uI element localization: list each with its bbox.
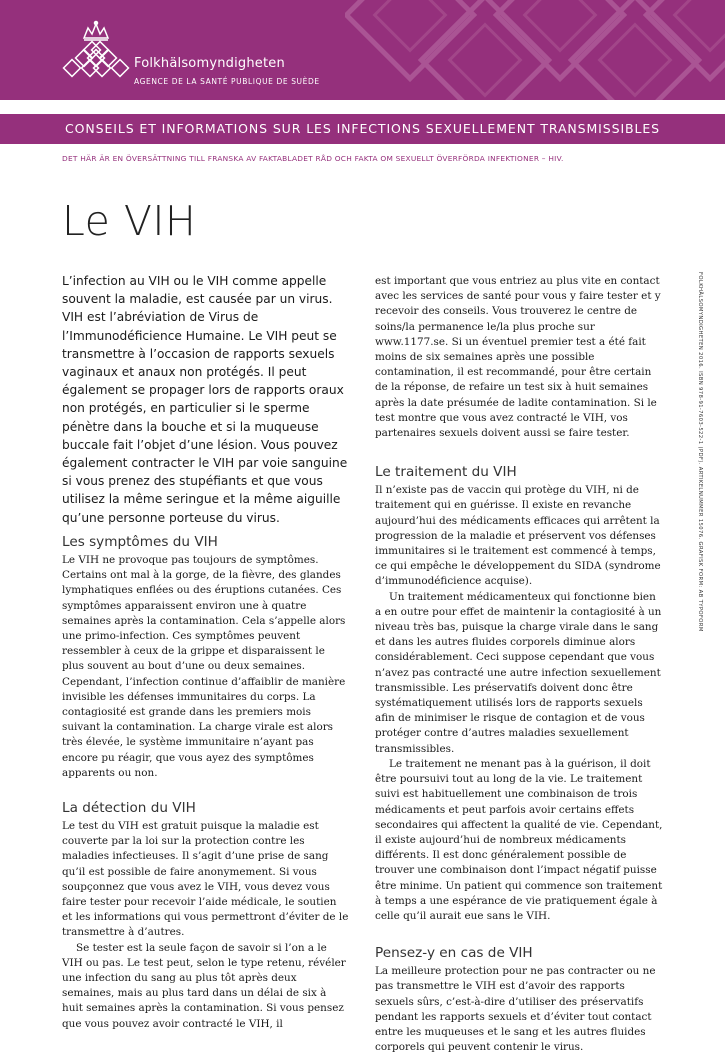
decorative-pattern [345, 0, 725, 100]
treatment-heading: Le traitement du VIH [375, 464, 517, 481]
detection-paragraph-3: est important que vous entriez au plus vite en contact avec les services de santé pour vous y faire tester et y recevoir des conseils. Vous trouverez le centre de soins/la permanence le/la plus proche sur www.1177.se. Si un éventuel premier test a été fait moins de six semaines après une possible contamination, il est recommandé, pour être certain de la réponse, de refaire un test six à huit semaines après la date présumée de ladite contamination. Si le test montre que vous avez contracté le VIH, vos partenaires sexuels doivent aussi se faire tester. [375, 275, 661, 440]
page-title: Le VIH [62, 197, 197, 245]
prevention-paragraph: La meilleure protection pour ne pas contracter ou ne pas transmettre le VIH est d’avoir des rapports sexuels sûrs, c’est-à-dire d’utiliser des préservatifs pendant les rapports sexuels et d’éviter tout contact entre les muqueuses et le sang et les autres fluides corporels qui peuvent contenir le virus. [375, 965, 656, 1054]
prevention-heading: Pensez-y en cas de VIH [375, 945, 533, 962]
symptoms-paragraph: Le VIH ne provoque pas toujours de symptômes. Certains ont mal à la gorge, de la fièvre, des glandes lymphatiques enflées ou des éruptions cutanées. Ces symptômes apparaissent environ une à quatre semaines après la contamination. Cela s’appelle alors une primo-infection. Ces symptômes peuvent ressembler à ceux de la grippe et disparaissent le plus souvent au bout d’une ou deux semaines. Cependant, l’infection continue d’affaiblir de manière invisible les défenses immunitaires du corps. La contagiosité est grande dans les premiers mois suivant la contamination. La charge virale est alors très élevée, le système immunitaire n’ayant pas encore pu réagir, que vous ayez des symptômes apparents ou non. [62, 554, 346, 779]
detection-paragraph-1: Le test du VIH est gratuit puisque la maladie est couverte par la loi sur la protection contre les maladies infectieuses. Il s’agit d’une prise de sang qu’il est possible de faire anonymement. Si vous soupçonnez que vous avez le VIH, vous devez vous faire tester pour recevoir l’aide médicale, le soutien et les informations qui vous permettront d’éviter de le transmettre à d’autres. [62, 820, 349, 939]
lead-paragraph: L’infection au VIH ou le VIH comme appelle souvent la maladie, est causée par un virus. VIH est l’abréviation de Virus de l’Immunodéficience Humaine. Le VIH peut se transmettre à l’occasion de rapports sexuels vaginaux et anaux non protégés. Il peut également se propager lors de rapports oraux non protégés, en particulier si le sperme pénètre dans la bouche et si la muqueuse buccale fait l’objet d’une lésion. Vous pouvez également contracter le VIH par voie sanguine si vous prenez des stupéfiants et que vous utilisez la même seringue et la même aiguille qu’une personne porteuse du virus. [62, 274, 348, 525]
treatment-paragraph-3: Le traitement ne menant pas à la guérison, il doit être poursuivi tout au long de la vie. Le traitement suivi est habituellement une combinaison de trois médicaments et peut parfois avoir certains effets secondaires qui affectent la qualité de vie. Cependant, il existe aujourd’hui de nombreux médicaments différents. Il est donc généralement possible de trouver une combinaison dont l’impact négatif puisse être minime. Un patient qui commence son traitement à temps a une espérance de vie pratiquement égale à celle qu’il aurait eue sans le VIH. [375, 757, 663, 922]
series-banner [0, 114, 725, 144]
treatment-paragraph-2: Un traitement médicamenteux qui fonctionne bien a en outre pour effet de maintenir la contagiosité à un niveau très bas, puisque la charge virale dans le sang et dans les autres fluides corporels diminue alors considérablement. Ceci suppose cependant que vous n’avez pas contracté une autre infection sexuellement transmissible. Les préservatifs doivent donc être systématiquement utilisés lors de rapports sexuels afin de minimiser le risque de contagion et de vous protéger contre d’autres maladies sexuellement transmissibles. [375, 590, 662, 755]
right-column [375, 274, 663, 1055]
publication-info: FOLKHÄLSOMYNDIGHETEN 2016. ISBN 978-91-7603-522-1 (PDF). ARTIKELNUMMER 15076. GRAFISK FORM: AB TYPOFORM [697, 272, 703, 632]
series-title: CONSEILS ET INFORMATIONS SUR LES INFECTIONS SEXUELLEMENT TRANSMISSIBLES [65, 121, 660, 136]
header-banner [0, 0, 725, 100]
org-subtitle: AGENCE DE LA SANTÉ PUBLIQUE DE SUÈDE [134, 77, 320, 86]
treatment-paragraph-1: Il n’existe pas de vaccin qui protège du VIH, ni de traitement qui en guérisse. Il existe en revanche aujourd’hui des médicaments efficaces qui arrêtent la progression de la maladie et préservent vos défenses immunitaires si le traitement est commencé à temps, ce qui empêche le développement du SIDA (syndrome d’immunodéficience acquise). [375, 484, 661, 588]
translation-notice: DET HÄR ÄR EN ÖVERSÄTTNING TILL FRANSKA AV FAKTABLADET RÅD OCH FAKTA OM SEXUELLT ÖVERFÖRDA INFEKTIONER – HIV. [62, 154, 564, 163]
org-name: Folkhälsomyndigheten [134, 56, 285, 71]
symptoms-heading: Les symptômes du VIH [62, 534, 218, 550]
detection-paragraph-2: Se tester est la seule façon de savoir si l’on a le VIH ou pas. Le test peut, selon le type retenu, révéler une infection du sang au plus tôt après deux semaines, mais au plus tard dans un délai de six à huit semaines après la contamination. Si vous pensez que vous pouvez avoir contracté le VIH, il [62, 941, 346, 1030]
crown-logo-icon [62, 20, 130, 82]
detection-heading: La détection du VIH [62, 800, 196, 817]
left-column [62, 533, 350, 1032]
